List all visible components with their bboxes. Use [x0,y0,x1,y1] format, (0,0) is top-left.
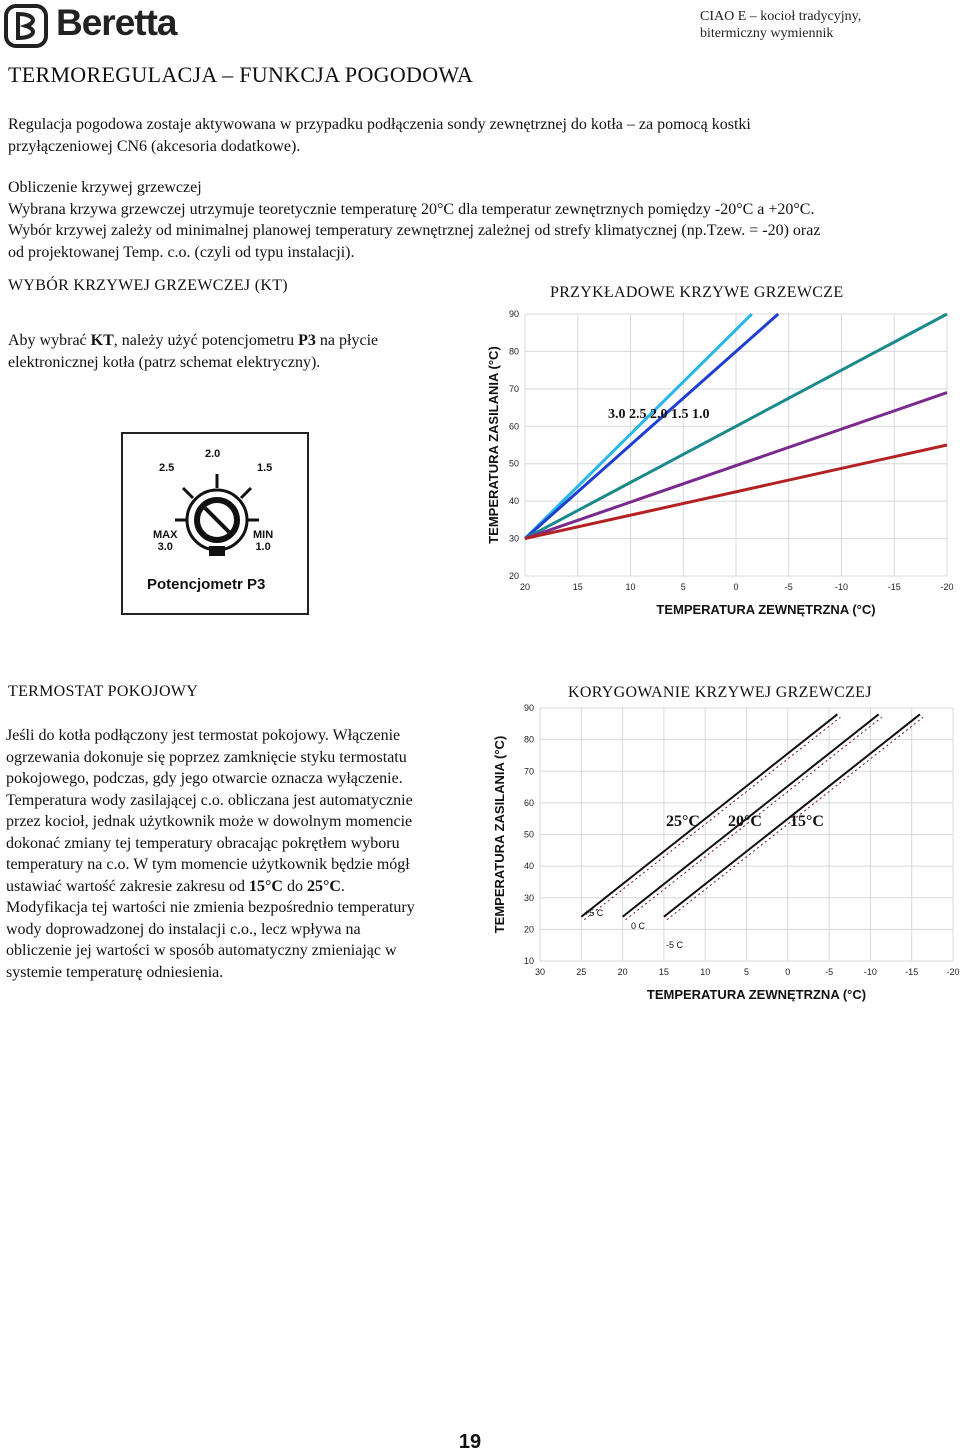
correction-curve-label: 15°C [790,813,824,830]
x-tick-label: -10 [834,582,849,592]
y-tick-label: 50 [508,458,519,469]
kt-text-c: na płycie [315,332,379,349]
x-tick-label: -15 [887,582,901,592]
calc-line-1: Wybrana krzywa grzewczej utrzymuje teoretycznie temperaturę 20°C dla temperatur zewnętrznych pomiędzy -20°C a +20°C. [8,200,815,218]
x-tick-label: 5 [680,582,686,592]
correction-curve-label: 20°C [728,813,762,830]
room-thermostat-heading: TERMOSTAT POKOJOWY [8,683,199,700]
y-tick-label: 70 [523,766,534,777]
brand-logo [4,2,194,46]
kt-paragraph [8,330,438,373]
y-tick-label: 90 [523,703,534,713]
pot-label-min-value: 1.0 [255,541,271,553]
calc-section [8,177,948,263]
x-tick-label: -5 [784,582,793,592]
y-axis-label: TEMPERATURA ZASILANIA (°C) [492,735,507,934]
pot-label-min [253,529,273,553]
brand-name: Beretta [56,2,177,43]
y-tick-label: 20 [508,571,519,581]
x-tick-label: 10 [625,582,636,592]
room-line: Jeśli do kotła podłączony jest termostat pokojowy. Włączenie [6,727,401,744]
intro-line-2: przyłączeniowej CN6 (akcesoria dodatkowe). [8,137,301,155]
room-text: do [282,877,307,895]
x-tick-label: 20 [519,582,531,592]
x-tick-label: 15 [658,967,669,977]
heating-curves-chart [480,300,955,620]
curve-labels: 3.0 2.5 2.0 1.5 1.0 [608,407,710,422]
y-tick-label: 70 [508,383,519,394]
room-line: ogrzewania dokonuje się poprzez zamknięcie styku termostatu [6,748,407,766]
room-line: systemie temperaturę odniesienia. [6,963,224,981]
x-tick-label: -5 [825,967,834,977]
x-tick-label: -20 [940,582,954,592]
room-line [6,876,464,898]
y-tick-label: 80 [523,734,534,745]
room-line: temperatury na c.o. W tym momencie użytkownik będzie mógł [6,856,410,873]
document-tag-line1: CIAO E – kocioł tradycyjny, [700,9,862,24]
y-tick-label: 80 [508,346,519,357]
y-tick-label: 40 [523,861,534,872]
x-tick-label: -15 [905,967,919,977]
room-text: ustawiać wartość zakresie zakresu od [6,877,249,895]
beretta-shield-icon [4,4,48,48]
x-tick-label: 20 [617,967,628,977]
offset-annotation: 0 C [631,921,646,931]
y-tick-label: 50 [523,829,534,840]
y-tick-label: 30 [508,533,519,544]
calc-line-2: Wybór krzywej zależy od minimalnej planowej temperatury zewnętrznej zależnej od strefy klimatycznej (np.Tzew. = -20) oraz [8,222,821,239]
x-tick-label: 30 [534,967,546,977]
page-number: 19 [458,1431,482,1453]
calc-line-3: od projektowanej Temp. c.o. (czyli od typu instalacji). [8,243,355,261]
y-tick-label: 90 [508,309,519,319]
x-tick-label: 10 [700,967,711,977]
room-line: obliczenie jej wartości w sposób automatyczny zmieniając w [6,942,397,959]
room-thermostat-paragraph [6,725,464,983]
x-tick-label: 5 [743,967,750,977]
pot-label-max-text: MAX [153,529,178,541]
kt-text-a: Aby wybrać [8,332,91,349]
y-tick-label: 60 [523,797,534,808]
intro-paragraph [8,114,938,157]
kt-text-kt: KT [90,332,114,349]
room-line: przez kocioł, jednak użytkownik może w dowolnym momencie [6,813,413,830]
x-tick-label: -20 [946,967,960,977]
x-tick-label: 25 [576,967,587,977]
intro-line-1: Regulacja pogodowa zostaje aktywowana w przypadku podłączenia sondy zewnętrznej do kotła – za pomocą kostki [8,116,751,133]
room-line: dokonać zmiany tej temperatury obracając pokrętłem wyboru [6,834,400,852]
chart1-title: PRZYKŁADOWE KRZYWE GRZEWCZE [550,284,844,301]
y-tick-label: 30 [523,892,534,903]
x-tick-label: 0 [785,967,791,977]
room-line: wody doprowadzonej do instalacji c.o., lecz wpływa na [6,920,361,938]
pot-label-2-0: 2.0 [205,448,221,460]
room-line: Temperatura wody zasilającej c.o. obliczana jest automatycznie [6,791,413,809]
kt-line-2: elektronicznej kotła (patrz schemat elektryczny). [8,353,321,371]
kt-text-p3: P3 [298,332,316,349]
pot-label-1-5: 1.5 [257,462,273,474]
potentiometer-figure [121,432,309,615]
page-title: TERMOREGULACJA – FUNKCJA POGODOWA [8,62,474,87]
room-value-25: 25°C [306,877,341,895]
x-tick-label: -10 [863,967,877,977]
chart2-title: KORYGOWANIE KRZYWEJ GRZEWCZEJ [568,684,872,701]
x-tick-label: 15 [572,582,583,592]
curve-correction-chart [488,700,958,1010]
pot-label-2-5: 2.5 [159,462,175,474]
pot-label-max-value: 3.0 [157,541,173,553]
correction-curve-label: 25°C [666,813,700,830]
kt-text-b: , należy użyć potencjometru [113,332,299,349]
document-tag-line2: bitermiczny wymiennik [700,26,834,41]
y-axis-label: TEMPERATURA ZASILANIA (°C) [486,346,501,544]
document-tag [700,8,910,42]
pot-caption: Potencjometr P3 [147,576,266,593]
offset-annotation: +5 C [584,908,604,918]
kt-line-1 [8,330,438,352]
kt-heading: WYBÓR KRZYWEJ GRZEWCZEJ (KT) [8,277,288,294]
offset-annotation: -5 C [666,940,684,950]
x-axis-label: TEMPERATURA ZEWNĘTRZNA (°C) [656,602,876,617]
pot-label-max [153,529,177,553]
x-tick-label: 0 [733,582,739,592]
room-line: Modyfikacja tej wartości nie zmienia bezpośrednio temperatury [6,899,415,916]
room-text: . [340,877,345,895]
y-tick-label: 40 [508,496,519,507]
pot-label-min-text: MIN [253,529,274,541]
calc-heading: Obliczenie krzywej grzewczej [8,179,202,196]
room-value-15: 15°C [249,877,283,895]
room-line: pokojowego, podczas, gdy jego otwarcie oznacza wyłączenie. [6,770,403,787]
x-axis-label: TEMPERATURA ZEWNĘTRZNA (°C) [646,987,867,1002]
y-tick-label: 60 [508,421,519,432]
y-tick-label: 20 [523,924,534,935]
y-tick-label: 10 [523,956,534,966]
